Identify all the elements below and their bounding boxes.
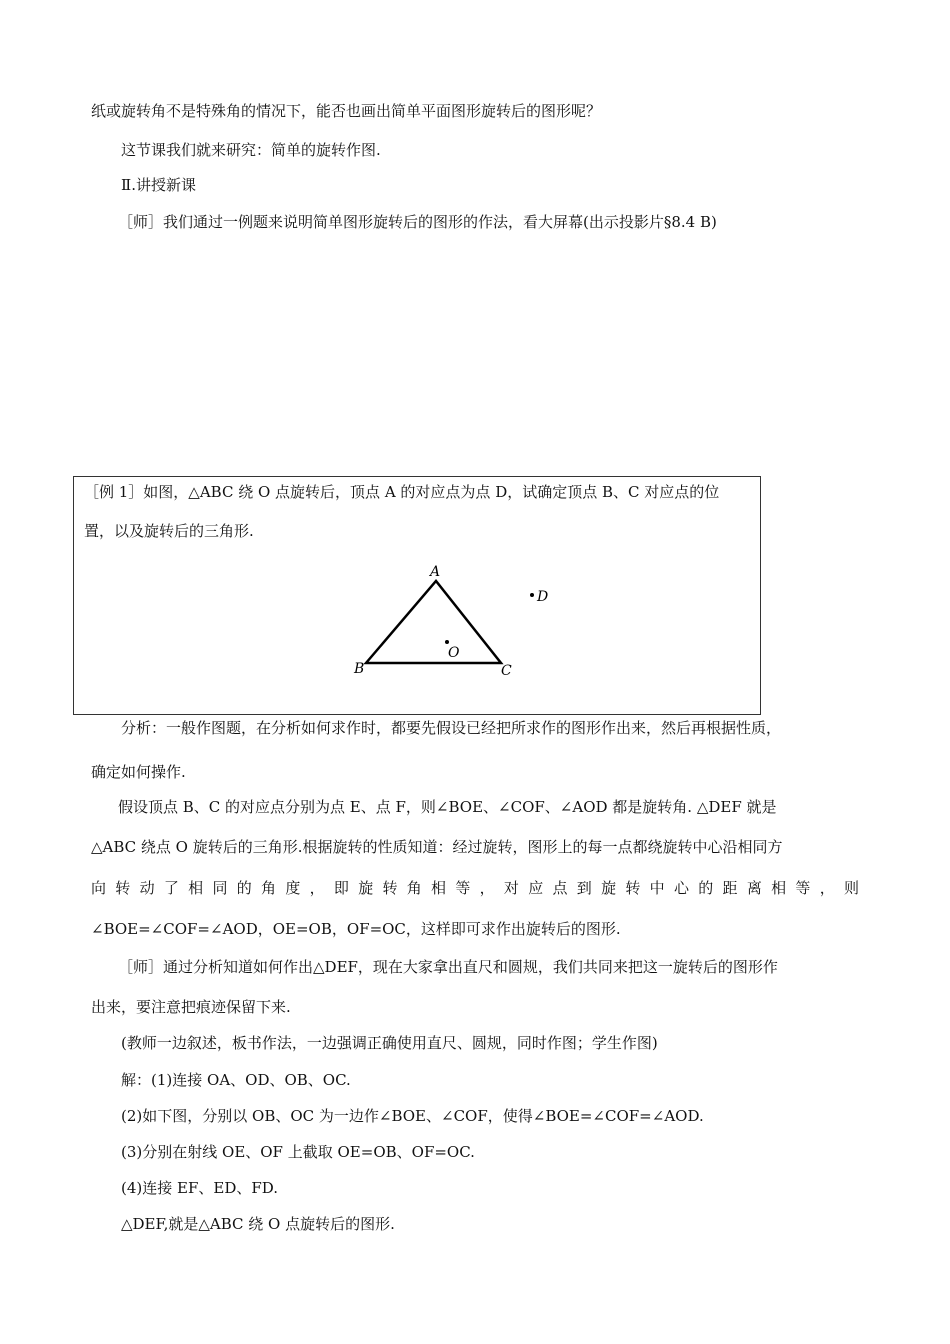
- point-o: [445, 640, 449, 644]
- label-c: C: [501, 663, 512, 679]
- paragraph-line: 分析：一般作图题，在分析如何求作时，都要先假设已经把所求作的图形作出来，然后再根据性质，: [121, 719, 782, 737]
- label-o: O: [448, 645, 460, 661]
- paragraph-line: 纸或旋转角不是特殊角的情况下，能否也画出简单平面图形旋转后的图形呢？: [91, 102, 602, 120]
- example-text-line: ［例 1］如图，△ABC 绕 O 点旋转后，顶点 A 的对应点为点 D，试确定顶点 B、C 对应点的位: [84, 483, 720, 501]
- point-d: [530, 593, 534, 597]
- example-text-line: 置，以及旋转后的三角形.: [84, 522, 254, 540]
- label-d: D: [537, 589, 549, 605]
- solution-step: 解：(1)连接 OA、OD、OB、OC.: [121, 1071, 351, 1089]
- paragraph-line: ［师］通过分析知道如何作出△DEF，现在大家拿出直尺和圆规，我们共同来把这一旋转后的图形作: [118, 958, 778, 976]
- paragraph-line: 这节课我们就来研究：简单的旋转作图.: [121, 141, 381, 159]
- label-a: A: [430, 564, 441, 580]
- paragraph-line: 向 转 动 了 相 同 的 角 度 ， 即 旋 转 角 相 等 ， 对 应 点 到 旋 转 中 心 的 距 离 相 等 ， 则: [91, 879, 859, 897]
- paragraph-line: 确定如何操作.: [91, 763, 186, 781]
- label-b: B: [354, 661, 365, 677]
- solution-step: (3)分别在射线 OE、OF 上截取 OE=OB、OF=OC.: [121, 1143, 475, 1161]
- example-box: [73, 476, 761, 715]
- solution-step: (2)如下图，分别以 OB、OC 为一边作∠BOE、∠COF，使得∠BOE=∠COF=∠AOD.: [121, 1107, 704, 1125]
- paragraph-line: ∠BOE=∠COF=∠AOD，OE=OB，OF=OC，这样即可求作出旋转后的图形.: [91, 920, 621, 938]
- paragraph-line: 出来，要注意把痕迹保留下来.: [91, 998, 291, 1016]
- paragraph-line: △ABC 绕点 O 旋转后的三角形.根据旋转的性质知道：经过旋转，图形上的每一点都绕旋转中心沿相同方: [91, 838, 783, 856]
- triangle-abc: [366, 581, 501, 663]
- triangle-diagram: [74, 477, 760, 714]
- paragraph-line: 假设顶点 B、C 的对应点分别为点 E、点 F，则∠BOE、∠COF、∠AOD 都是旋转角. △DEF 就是: [118, 798, 777, 816]
- section-heading: Ⅱ.讲授新课: [121, 176, 196, 194]
- paragraph-line: (教师一边叙述，板书作法，一边强调正确使用直尺、圆规，同时作图；学生作图): [121, 1034, 658, 1052]
- solution-step: △DEF,就是△ABC 绕 O 点旋转后的图形.: [121, 1215, 395, 1233]
- paragraph-line: ［师］我们通过一例题来说明简单图形旋转后的图形的作法，看大屏幕(出示投影片§8.4 B): [118, 213, 717, 231]
- solution-step: (4)连接 EF、ED、FD.: [121, 1179, 279, 1197]
